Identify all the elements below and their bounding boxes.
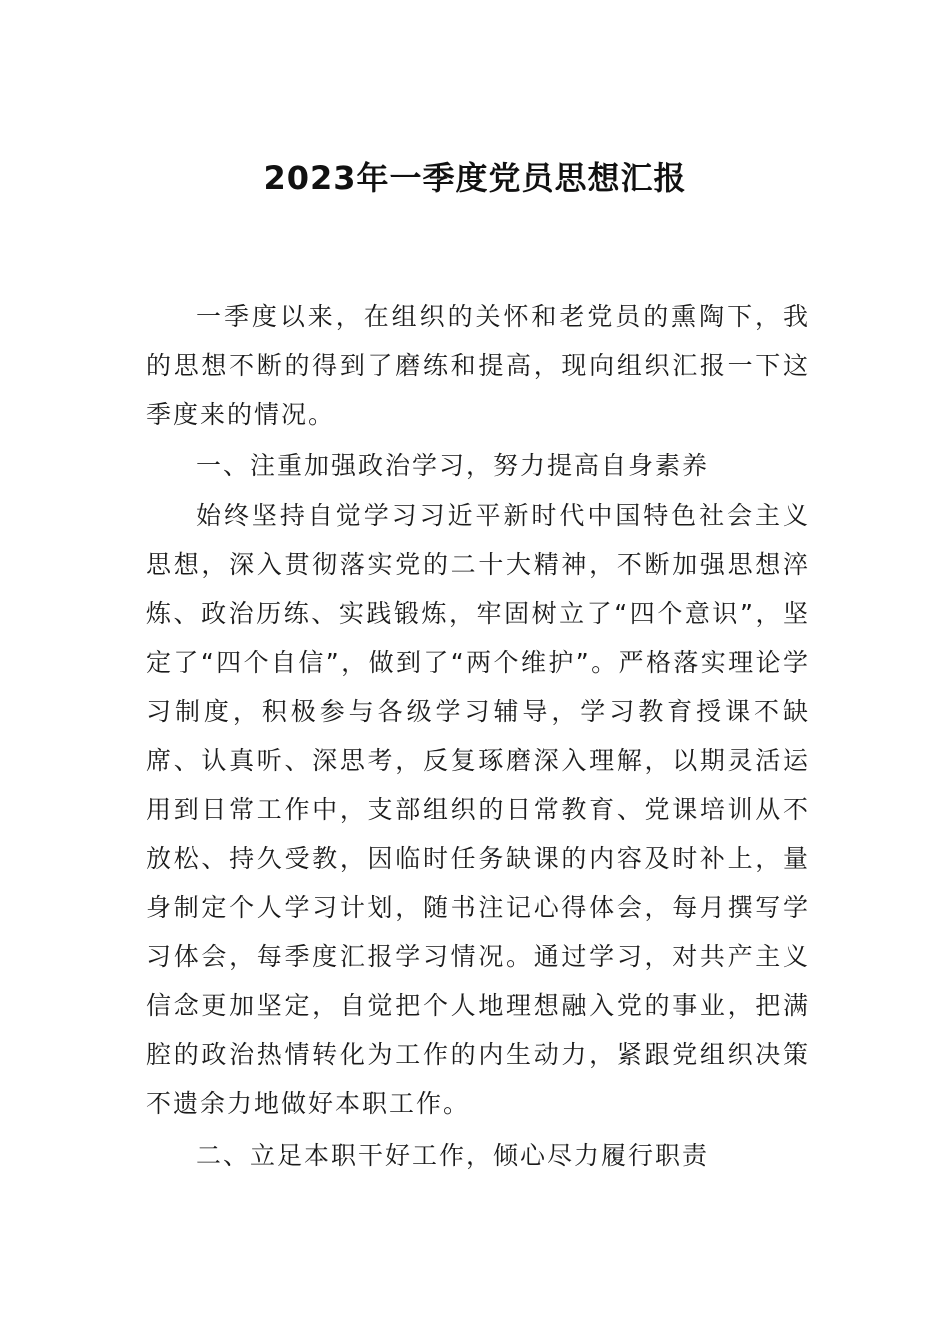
section-heading-2: 二、立足本职干好工作，倾心尽力履行职责 (196, 1141, 710, 1170)
document-title: 2023年一季度党员思想汇报 (263, 159, 687, 197)
document-body (146, 292, 810, 1180)
section-heading-1: 一、注重加强政治学习，努力提高自身素养 (196, 451, 710, 480)
intro-paragraph: 一季度以来，在组织的关怀和老党员的熏陶下，我的思想不断的得到了磨练和提高，现向组织汇报一下这季度来的情况。 (146, 302, 810, 429)
section-1-paragraph: 始终坚持自觉学习习近平新时代中国特色社会主义思想，深入贯彻落实党的二十大精神，不断加强思想淬炼、政治历练、实践锻炼，牢固树立了“四个意识”，坚定了“四个自信”，做到了“两个维护”。严格落实理论学习制度，积极参与各级学习辅导，学习教育授课不缺席、认真听、深思考，反复琢磨深入理解，以期灵活运用到日常工作中，支部组织的日常教育、党课培训从不放松、持久受教，因临时任务缺课的内容及时补上，量身制定个人学习计划，随书注记心得体会，每月撰写学习体会，每季度汇报学习情况。通过学习，对共产主义信念更加坚定，自觉把个人地理想融入党的事业，把满腔的政治热情转化为工作的内生动力，紧跟党组织决策不遗余力地做好本职工作。 (146, 501, 810, 1118)
